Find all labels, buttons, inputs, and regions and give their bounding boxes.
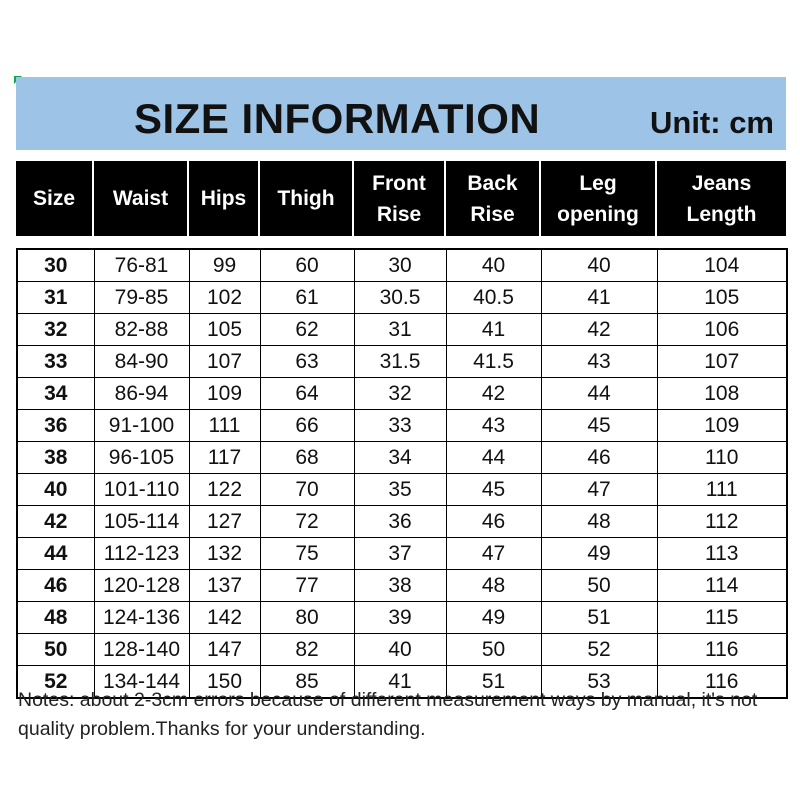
size-cell: 52 — [17, 666, 94, 699]
table-cell: 115 — [657, 602, 787, 634]
table-cell: 40 — [541, 249, 657, 282]
size-cell: 48 — [17, 602, 94, 634]
size-cell: 50 — [17, 634, 94, 666]
table-cell: 63 — [260, 346, 354, 378]
table-cell: 105 — [657, 282, 787, 314]
table-cell: 48 — [446, 570, 541, 602]
table-cell: 109 — [657, 410, 787, 442]
table-cell: 105-114 — [94, 506, 189, 538]
table-cell: 114 — [657, 570, 787, 602]
size-cell: 40 — [17, 474, 94, 506]
table-cell: 50 — [541, 570, 657, 602]
table-cell: 96-105 — [94, 442, 189, 474]
table-cell: 48 — [541, 506, 657, 538]
table-cell: 105 — [189, 314, 260, 346]
column-header — [353, 161, 445, 236]
table-row — [17, 634, 787, 666]
table-cell: 110 — [657, 442, 787, 474]
table-cell: 53 — [541, 666, 657, 699]
size-cell: 42 — [17, 506, 94, 538]
table-cell: 106 — [657, 314, 787, 346]
table-cell: 111 — [189, 410, 260, 442]
table-cell: 120-128 — [94, 570, 189, 602]
table-cell: 39 — [354, 602, 446, 634]
table-cell: 42 — [541, 314, 657, 346]
column-header — [259, 161, 353, 236]
table-row — [17, 602, 787, 634]
column-header-label: Size — [32, 187, 76, 210]
column-header — [540, 161, 656, 236]
table-cell: 116 — [657, 666, 787, 699]
table-cell: 112 — [657, 506, 787, 538]
table-cell: 51 — [541, 602, 657, 634]
table-cell: 43 — [541, 346, 657, 378]
table-row — [17, 474, 787, 506]
table-cell: 127 — [189, 506, 260, 538]
table-cell: 113 — [657, 538, 787, 570]
size-cell: 44 — [17, 538, 94, 570]
table-row — [17, 442, 787, 474]
table-cell: 150 — [189, 666, 260, 699]
table-cell: 32 — [354, 378, 446, 410]
title-banner — [16, 77, 786, 150]
table-cell: 31 — [354, 314, 446, 346]
table-row — [17, 282, 787, 314]
table-cell: 41 — [446, 314, 541, 346]
table-cell: 102 — [189, 282, 260, 314]
unit-label: Unit: cm — [650, 105, 774, 140]
table-cell: 76-81 — [94, 249, 189, 282]
table-cell: 44 — [446, 442, 541, 474]
table-cell: 41.5 — [446, 346, 541, 378]
table-cell: 40 — [354, 634, 446, 666]
column-header-label: Hips — [200, 187, 247, 210]
table-cell: 31.5 — [354, 346, 446, 378]
size-cell: 38 — [17, 442, 94, 474]
table-row — [17, 538, 787, 570]
table-cell: 68 — [260, 442, 354, 474]
table-cell: 112-123 — [94, 538, 189, 570]
column-header-label: Jeans — [691, 171, 752, 195]
table-cell: 40 — [446, 249, 541, 282]
table-cell: 99 — [189, 249, 260, 282]
column-header-label: Back — [467, 171, 518, 195]
table-cell: 111 — [657, 474, 787, 506]
table-cell: 134-144 — [94, 666, 189, 699]
table-cell: 50 — [446, 634, 541, 666]
column-header-label: Thigh — [277, 187, 335, 210]
size-table-body — [17, 249, 787, 698]
table-cell: 33 — [354, 410, 446, 442]
column-header — [656, 161, 786, 236]
table-cell: 30.5 — [354, 282, 446, 314]
table-row — [17, 378, 787, 410]
table-cell: 84-90 — [94, 346, 189, 378]
table-cell: 51 — [446, 666, 541, 699]
size-cell: 33 — [17, 346, 94, 378]
table-cell: 49 — [541, 538, 657, 570]
table-cell: 132 — [189, 538, 260, 570]
table-cell: 49 — [446, 602, 541, 634]
table-cell: 60 — [260, 249, 354, 282]
table-cell: 61 — [260, 282, 354, 314]
table-cell: 64 — [260, 378, 354, 410]
table-cell: 116 — [657, 634, 787, 666]
table-cell: 41 — [541, 282, 657, 314]
table-row — [17, 506, 787, 538]
table-cell: 80 — [260, 602, 354, 634]
table-cell: 46 — [541, 442, 657, 474]
table-cell: 128-140 — [94, 634, 189, 666]
table-cell: 52 — [541, 634, 657, 666]
header-row — [16, 161, 786, 236]
size-cell: 36 — [17, 410, 94, 442]
table-cell: 37 — [354, 538, 446, 570]
column-header-label: Rise — [376, 202, 422, 226]
table-cell: 85 — [260, 666, 354, 699]
size-cell: 46 — [17, 570, 94, 602]
table-cell: 47 — [541, 474, 657, 506]
table-cell: 109 — [189, 378, 260, 410]
table-row — [17, 346, 787, 378]
table-cell: 35 — [354, 474, 446, 506]
column-header-label: Leg — [579, 171, 617, 195]
size-table-header — [16, 161, 786, 236]
table-cell: 40.5 — [446, 282, 541, 314]
column-header — [445, 161, 540, 236]
table-cell: 82 — [260, 634, 354, 666]
table-cell: 91-100 — [94, 410, 189, 442]
table-cell: 124-136 — [94, 602, 189, 634]
table-cell: 42 — [446, 378, 541, 410]
notes-text: Notes: about 2-3cm errors because of different measurement ways by manual, it's not quality problem.Thanks for your understanding. — [18, 689, 758, 740]
page-title: SIZE INFORMATION — [134, 95, 541, 142]
table-cell: 82-88 — [94, 314, 189, 346]
size-table — [16, 248, 788, 699]
table-cell: 142 — [189, 602, 260, 634]
size-cell: 32 — [17, 314, 94, 346]
table-cell: 46 — [446, 506, 541, 538]
table-cell: 137 — [189, 570, 260, 602]
table-cell: 47 — [446, 538, 541, 570]
table-cell: 72 — [260, 506, 354, 538]
table-cell: 38 — [354, 570, 446, 602]
table-cell: 77 — [260, 570, 354, 602]
table-cell: 86-94 — [94, 378, 189, 410]
column-header — [93, 161, 188, 236]
table-cell: 34 — [354, 442, 446, 474]
size-cell: 34 — [17, 378, 94, 410]
table-cell: 117 — [189, 442, 260, 474]
column-header — [16, 161, 93, 236]
table-cell: 70 — [260, 474, 354, 506]
size-cell: 30 — [17, 249, 94, 282]
table-cell: 36 — [354, 506, 446, 538]
table-row — [17, 410, 787, 442]
table-cell: 66 — [260, 410, 354, 442]
table-cell: 122 — [189, 474, 260, 506]
table-cell: 75 — [260, 538, 354, 570]
table-cell: 30 — [354, 249, 446, 282]
column-header — [188, 161, 259, 236]
table-cell: 62 — [260, 314, 354, 346]
table-cell: 147 — [189, 634, 260, 666]
column-header-label: opening — [557, 202, 639, 226]
table-cell: 101-110 — [94, 474, 189, 506]
table-cell: 107 — [657, 346, 787, 378]
table-cell: 45 — [446, 474, 541, 506]
table-cell: 43 — [446, 410, 541, 442]
table-cell: 41 — [354, 666, 446, 699]
column-header-label: Front — [372, 171, 426, 195]
table-cell: 79-85 — [94, 282, 189, 314]
table-cell: 108 — [657, 378, 787, 410]
column-header-label: Waist — [112, 187, 169, 210]
table-row — [17, 314, 787, 346]
table-row — [17, 570, 787, 602]
table-row — [17, 249, 787, 282]
table-cell: 107 — [189, 346, 260, 378]
size-cell: 31 — [17, 282, 94, 314]
column-header-label: Length — [686, 202, 757, 226]
table-cell: 104 — [657, 249, 787, 282]
table-cell: 44 — [541, 378, 657, 410]
table-cell: 45 — [541, 410, 657, 442]
column-header-label: Rise — [470, 202, 515, 226]
